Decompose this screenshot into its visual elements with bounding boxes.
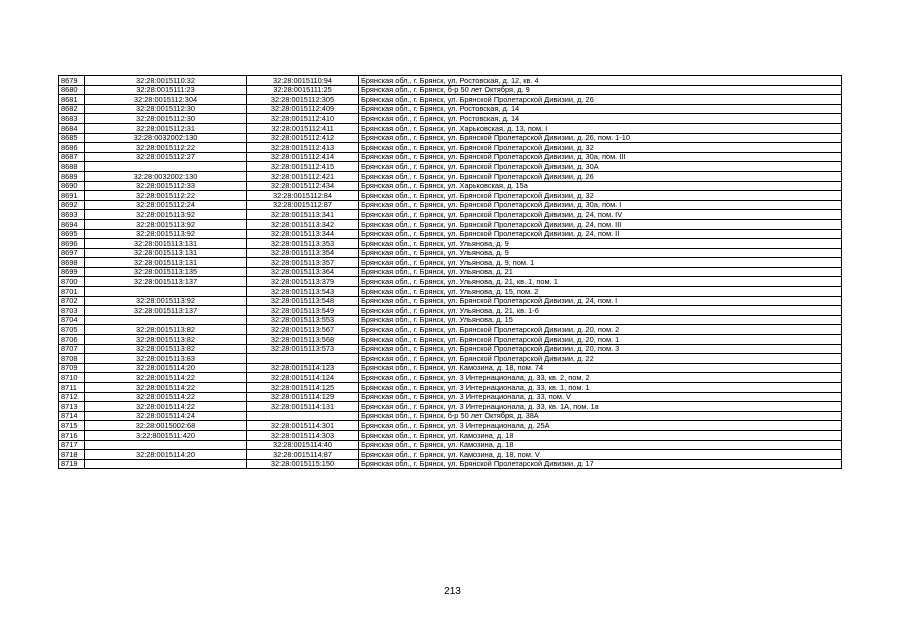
- address-cell: Брянская обл., г. Брянск, ул. Брянской Пролетарской Дивизии, д. 26, пом. 1-10: [359, 133, 842, 143]
- cadastral-number-cell: 32:28:0015113:379: [247, 277, 359, 287]
- cadastral-number-cell: 32:28:0015112:409: [247, 104, 359, 114]
- row-number-cell: 8696: [59, 239, 85, 249]
- table-row: [59, 344, 842, 354]
- address-cell: Брянская обл., г. Брянск, ул. Брянской Пролетарской Дивизии, д. 20, пом. 3: [359, 344, 842, 354]
- table-row: [59, 239, 842, 249]
- previous-cadastral-number-cell: 32:28:0015113:135: [85, 267, 247, 277]
- row-number-cell: 8699: [59, 267, 85, 277]
- address-cell: Брянская обл., г. Брянск, ул. Ростовская, д. 12, кв. 4: [359, 76, 842, 86]
- address-cell: Брянская обл., г. Брянск, ул. Ульянова, д. 9: [359, 248, 842, 258]
- row-number-cell: 8715: [59, 421, 85, 431]
- previous-cadastral-number-cell: 32:28:0032002:130: [85, 171, 247, 181]
- cadastral-number-cell: 32:28:0015113:548: [247, 296, 359, 306]
- previous-cadastral-number-cell: 32:28:0015114:22: [85, 373, 247, 383]
- table-row: [59, 315, 842, 325]
- previous-cadastral-number-cell: 32:28:0015112:22: [85, 191, 247, 201]
- previous-cadastral-number-cell: 32:28:0015114:22: [85, 392, 247, 402]
- previous-cadastral-number-cell: 32:28:0015113:82: [85, 344, 247, 354]
- table-row: [59, 162, 842, 172]
- previous-cadastral-number-cell: 32:28:0015112:31: [85, 123, 247, 133]
- previous-cadastral-number-cell: 32:28:0015114:24: [85, 411, 247, 421]
- table-row: [59, 383, 842, 393]
- cadastral-number-cell: 32:28:0015113:357: [247, 258, 359, 268]
- row-number-cell: 8702: [59, 296, 85, 306]
- cadastral-number-cell: 32:28:0015111:25: [247, 85, 359, 95]
- address-cell: Брянская обл., г. Брянск, ул. Брянской Пролетарской Дивизии, д. 22: [359, 354, 842, 364]
- address-cell: Брянская обл., г. Брянск, ул. Брянской Пролетарской Дивизии, д. 30а, пом. III: [359, 152, 842, 162]
- table-row: [59, 76, 842, 86]
- previous-cadastral-number-cell: 32:28:0015114:22: [85, 383, 247, 393]
- cadastral-number-cell: 32:28:0015113:573: [247, 344, 359, 354]
- cadastral-number-cell: 32:28:0015113:344: [247, 229, 359, 239]
- previous-cadastral-number-cell: [85, 162, 247, 172]
- row-number-cell: 8707: [59, 344, 85, 354]
- cadastral-number-cell: 32:28:0015113:549: [247, 306, 359, 316]
- row-number-cell: 8704: [59, 315, 85, 325]
- page-number: 213: [444, 586, 461, 597]
- previous-cadastral-number-cell: 32:28:0015113:92: [85, 219, 247, 229]
- address-cell: Брянская обл., г. Брянск, ул. 3 Интернационала, д. 33, кв. 1, пом. 1: [359, 383, 842, 393]
- previous-cadastral-number-cell: 32:28:0015114:20: [85, 450, 247, 460]
- previous-cadastral-number-cell: 32:28:0015113:131: [85, 258, 247, 268]
- row-number-cell: 8719: [59, 459, 85, 469]
- previous-cadastral-number-cell: [85, 287, 247, 297]
- row-number-cell: 8690: [59, 181, 85, 191]
- address-cell: Брянская обл., г. Брянск, ул. Харьковская, д. 13, пом. I: [359, 123, 842, 133]
- previous-cadastral-number-cell: 32:28:0015113:82: [85, 335, 247, 345]
- address-cell: Брянская обл., г. Брянск, ул. Брянской Пролетарской Дивизии, д. 26: [359, 95, 842, 105]
- previous-cadastral-number-cell: 32:28:0015113:137: [85, 277, 247, 287]
- cadastral-number-cell: 32:28:0015112:84: [247, 191, 359, 201]
- table-row: [59, 258, 842, 268]
- previous-cadastral-number-cell: 32:28:0015113:137: [85, 306, 247, 316]
- previous-cadastral-number-cell: 32:28:0015112:27: [85, 152, 247, 162]
- table-row: [59, 248, 842, 258]
- address-cell: Брянская обл., г. Брянск, ул. 3 Интернационала, д. 33, кв. 1А, пом. 1а: [359, 402, 842, 412]
- previous-cadastral-number-cell: 32:28:0015113:83: [85, 354, 247, 364]
- previous-cadastral-number-cell: 32:28:0015112:30: [85, 104, 247, 114]
- previous-cadastral-number-cell: 32:28:0015114:20: [85, 363, 247, 373]
- cadastral-number-cell: 32:28:0015113:341: [247, 210, 359, 220]
- table-row: [59, 133, 842, 143]
- cadastral-number-cell: 32:28:0015112:411: [247, 123, 359, 133]
- table-row: [59, 200, 842, 210]
- table-row: [59, 440, 842, 450]
- cadastral-number-cell: 32:28:0015114:40: [247, 440, 359, 450]
- table-row: [59, 450, 842, 460]
- cadastral-number-cell: 32:28:0015113:568: [247, 335, 359, 345]
- address-cell: Брянская обл., г. Брянск, ул. 3 Интернационала, д. 33, пом. V: [359, 392, 842, 402]
- cadastral-number-cell: 32:28:0015113:353: [247, 239, 359, 249]
- table-row: [59, 430, 842, 440]
- table-row: [59, 171, 842, 181]
- row-number-cell: 8682: [59, 104, 85, 114]
- address-cell: Брянская обл., г. Брянск, ул. Брянской Пролетарской Дивизии, д. 24, пом. I: [359, 296, 842, 306]
- previous-cadastral-number-cell: 32:28:0015113:131: [85, 248, 247, 258]
- row-number-cell: 8714: [59, 411, 85, 421]
- registry-table-body: [59, 76, 842, 469]
- address-cell: Брянская обл., г. Брянск, ул. Камозина, д. 18, пом. 74: [359, 363, 842, 373]
- previous-cadastral-number-cell: 32:28:0015113:131: [85, 239, 247, 249]
- row-number-cell: 8713: [59, 402, 85, 412]
- cadastral-number-cell: 32:28:0015113:567: [247, 325, 359, 335]
- address-cell: Брянская обл., г. Брянск, ул. Ульянова, д. 21: [359, 267, 842, 277]
- table-row: [59, 219, 842, 229]
- address-cell: Брянская обл., г. Брянск, ул. Ульянова, д. 9: [359, 239, 842, 249]
- row-number-cell: 8697: [59, 248, 85, 258]
- table-row: [59, 373, 842, 383]
- row-number-cell: 8701: [59, 287, 85, 297]
- cadastral-number-cell: 32:28:0015112:87: [247, 200, 359, 210]
- address-cell: Брянская обл., г. Брянск, ул. Брянской Пролетарской Дивизии, д. 17: [359, 459, 842, 469]
- address-cell: Брянская обл., г. Брянск, ул. 3 Интернационала, д. 33, кв. 2, пом. 2: [359, 373, 842, 383]
- row-number-cell: 8686: [59, 143, 85, 153]
- row-number-cell: 8695: [59, 229, 85, 239]
- previous-cadastral-number-cell: 32:28:0015113:82: [85, 325, 247, 335]
- row-number-cell: 8705: [59, 325, 85, 335]
- previous-cadastral-number-cell: 32:28:0015002:68: [85, 421, 247, 431]
- cadastral-number-cell: 32:28:0015113:364: [247, 267, 359, 277]
- cadastral-number-cell: 32:28:0015112:434: [247, 181, 359, 191]
- row-number-cell: 8684: [59, 123, 85, 133]
- table-row: [59, 325, 842, 335]
- table-row: [59, 210, 842, 220]
- table-row: [59, 95, 842, 105]
- address-cell: Брянская обл., г. Брянск, ул. Брянской Пролетарской Дивизии, д. 24, пом. II: [359, 229, 842, 239]
- cadastral-number-cell: 32:28:0015114:131: [247, 402, 359, 412]
- cadastral-number-cell: 32:28:0015114:125: [247, 383, 359, 393]
- cadastral-number-cell: 32:28:0015113:553: [247, 315, 359, 325]
- table-row: [59, 363, 842, 373]
- cadastral-number-cell: 32:28:0015110:94: [247, 76, 359, 86]
- cadastral-number-cell: 32:28:0015114:87: [247, 450, 359, 460]
- address-cell: Брянская обл., г. Брянск, ул. Брянской Пролетарской Дивизии, д. 30А: [359, 162, 842, 172]
- row-number-cell: 8685: [59, 133, 85, 143]
- registry-table: [58, 75, 842, 469]
- cadastral-number-cell: 32:28:0015112:414: [247, 152, 359, 162]
- row-number-cell: 8687: [59, 152, 85, 162]
- table-row: [59, 402, 842, 412]
- cadastral-number-cell: 32:28:0015112:421: [247, 171, 359, 181]
- row-number-cell: 8688: [59, 162, 85, 172]
- row-number-cell: 8711: [59, 383, 85, 393]
- previous-cadastral-number-cell: [85, 440, 247, 450]
- address-cell: Брянская обл., г. Брянск, ул. Ульянова, д. 21, кв. 1, пом. 1: [359, 277, 842, 287]
- address-cell: Брянская обл., г. Брянск, б-р 50 лет Октября, д. 38А: [359, 411, 842, 421]
- cadastral-number-cell: 32:28:0015112:410: [247, 114, 359, 124]
- address-cell: Брянская обл., г. Брянск, ул. Брянской Пролетарской Дивизии, д. 20, пом. 1: [359, 335, 842, 345]
- address-cell: Брянская обл., г. Брянск, ул. Ульянова, д. 15: [359, 315, 842, 325]
- cadastral-number-cell: 32:28:0015113:342: [247, 219, 359, 229]
- row-number-cell: 8683: [59, 114, 85, 124]
- table-row: [59, 114, 842, 124]
- address-cell: Брянская обл., г. Брянск, ул. Харьковская, д. 15а: [359, 181, 842, 191]
- previous-cadastral-number-cell: 32:28:0015113:92: [85, 210, 247, 220]
- address-cell: Брянская обл., г. Брянск, ул. Камозина, д. 18: [359, 440, 842, 450]
- table-row: [59, 267, 842, 277]
- cadastral-number-cell: 32:28:0015115:150: [247, 459, 359, 469]
- previous-cadastral-number-cell: 32:28:0015111:23: [85, 85, 247, 95]
- row-number-cell: 8679: [59, 76, 85, 86]
- table-row: [59, 85, 842, 95]
- table-row: [59, 229, 842, 239]
- table-row: [59, 287, 842, 297]
- row-number-cell: 8700: [59, 277, 85, 287]
- table-row: [59, 181, 842, 191]
- row-number-cell: 8706: [59, 335, 85, 345]
- row-number-cell: 8692: [59, 200, 85, 210]
- table-row: [59, 277, 842, 287]
- previous-cadastral-number-cell: [85, 459, 247, 469]
- address-cell: Брянская обл., г. Брянск, ул. Ростовская, д. 14: [359, 114, 842, 124]
- previous-cadastral-number-cell: 32:28:0015112:33: [85, 181, 247, 191]
- previous-cadastral-number-cell: 32:28:0015113:92: [85, 296, 247, 306]
- cadastral-number-cell: 32:28:0015114:124: [247, 373, 359, 383]
- row-number-cell: 8710: [59, 373, 85, 383]
- address-cell: Брянская обл., г. Брянск, ул. Брянской Пролетарской Дивизии, д. 24, пом. III: [359, 219, 842, 229]
- previous-cadastral-number-cell: 32:28:0015112:24: [85, 200, 247, 210]
- row-number-cell: 8680: [59, 85, 85, 95]
- row-number-cell: 8709: [59, 363, 85, 373]
- row-number-cell: 8717: [59, 440, 85, 450]
- row-number-cell: 8698: [59, 258, 85, 268]
- address-cell: Брянская обл., г. Брянск, ул. Брянской Пролетарской Дивизии, д. 26: [359, 171, 842, 181]
- previous-cadastral-number-cell: 32:28:0015113:92: [85, 229, 247, 239]
- row-number-cell: 8693: [59, 210, 85, 220]
- row-number-cell: 8703: [59, 306, 85, 316]
- row-number-cell: 8694: [59, 219, 85, 229]
- address-cell: Брянская обл., г. Брянск, ул. Брянской Пролетарской Дивизии, д. 20, пом. 2: [359, 325, 842, 335]
- cadastral-number-cell: 32:28:0015114:123: [247, 363, 359, 373]
- row-number-cell: 8708: [59, 354, 85, 364]
- address-cell: Брянская обл., г. Брянск, ул. Ульянова, д. 15, пом. 2: [359, 287, 842, 297]
- cadastral-number-cell: 32:28:0015114:129: [247, 392, 359, 402]
- address-cell: Брянская обл., г. Брянск, ул. 3 Интернационала, д. 25А: [359, 421, 842, 431]
- cadastral-number-cell: 32:28:0015114:301: [247, 421, 359, 431]
- address-cell: Брянская обл., г. Брянск, ул. Камозина, д. 18, пом. V: [359, 450, 842, 460]
- table-row: [59, 152, 842, 162]
- table-row: [59, 104, 842, 114]
- table-row: [59, 296, 842, 306]
- row-number-cell: 8681: [59, 95, 85, 105]
- address-cell: Брянская обл., г. Брянск, ул. Брянской Пролетарской Дивизии, д. 30а, пом. I: [359, 200, 842, 210]
- cadastral-number-cell: 32:28:0015114:303: [247, 430, 359, 440]
- cadastral-number-cell: 32:28:0015113:543: [247, 287, 359, 297]
- table-row: [59, 306, 842, 316]
- row-number-cell: 8718: [59, 450, 85, 460]
- previous-cadastral-number-cell: [85, 315, 247, 325]
- previous-cadastral-number-cell: 32:28:0015110:32: [85, 76, 247, 86]
- table-row: [59, 123, 842, 133]
- address-cell: Брянская обл., г. Брянск, ул. Брянской Пролетарской Дивизии, д. 32: [359, 191, 842, 201]
- address-cell: Брянская обл., г. Брянск, ул. Камозина, д. 18: [359, 430, 842, 440]
- address-cell: Брянская обл., г. Брянск, ул. Брянской Пролетарской Дивизии, д. 24, пом. IV: [359, 210, 842, 220]
- address-cell: Брянская обл., г. Брянск, ул. Ульянова, д. 21, кв. 1-6: [359, 306, 842, 316]
- cadastral-number-cell: 32:28:0015112:413: [247, 143, 359, 153]
- previous-cadastral-number-cell: 32:28:0015112:30: [85, 114, 247, 124]
- row-number-cell: 8691: [59, 191, 85, 201]
- table-row: [59, 411, 842, 421]
- table-row: [59, 421, 842, 431]
- cadastral-number-cell: [247, 411, 359, 421]
- table-row: [59, 191, 842, 201]
- previous-cadastral-number-cell: 32:28:0015112:304: [85, 95, 247, 105]
- previous-cadastral-number-cell: 32:28:0015112:22: [85, 143, 247, 153]
- address-cell: Брянская обл., г. Брянск, б-р 50 лет Октября, д. 9: [359, 85, 842, 95]
- row-number-cell: 8712: [59, 392, 85, 402]
- table-row: [59, 459, 842, 469]
- table-row: [59, 354, 842, 364]
- table-row: [59, 143, 842, 153]
- cadastral-number-cell: 32:28:0015112:412: [247, 133, 359, 143]
- cadastral-number-cell: 32:28:0015112:415: [247, 162, 359, 172]
- previous-cadastral-number-cell: 32:28:0015114:22: [85, 402, 247, 412]
- previous-cadastral-number-cell: 32:28:0032002:130: [85, 133, 247, 143]
- row-number-cell: 8689: [59, 171, 85, 181]
- address-cell: Брянская обл., г. Брянск, ул. Ростовская, д. 14: [359, 104, 842, 114]
- cadastral-number-cell: [247, 354, 359, 364]
- cadastral-number-cell: 32:28:0015112:305: [247, 95, 359, 105]
- row-number-cell: 8716: [59, 430, 85, 440]
- table-row: [59, 335, 842, 345]
- cadastral-number-cell: 32:28:0015113:354: [247, 248, 359, 258]
- address-cell: Брянская обл., г. Брянск, ул. Брянской Пролетарской Дивизии, д. 32: [359, 143, 842, 153]
- table-row: [59, 392, 842, 402]
- previous-cadastral-number-cell: 3:22:8001511:420: [85, 430, 247, 440]
- address-cell: Брянская обл., г. Брянск, ул. Ульянова, д. 9, пом. 1: [359, 258, 842, 268]
